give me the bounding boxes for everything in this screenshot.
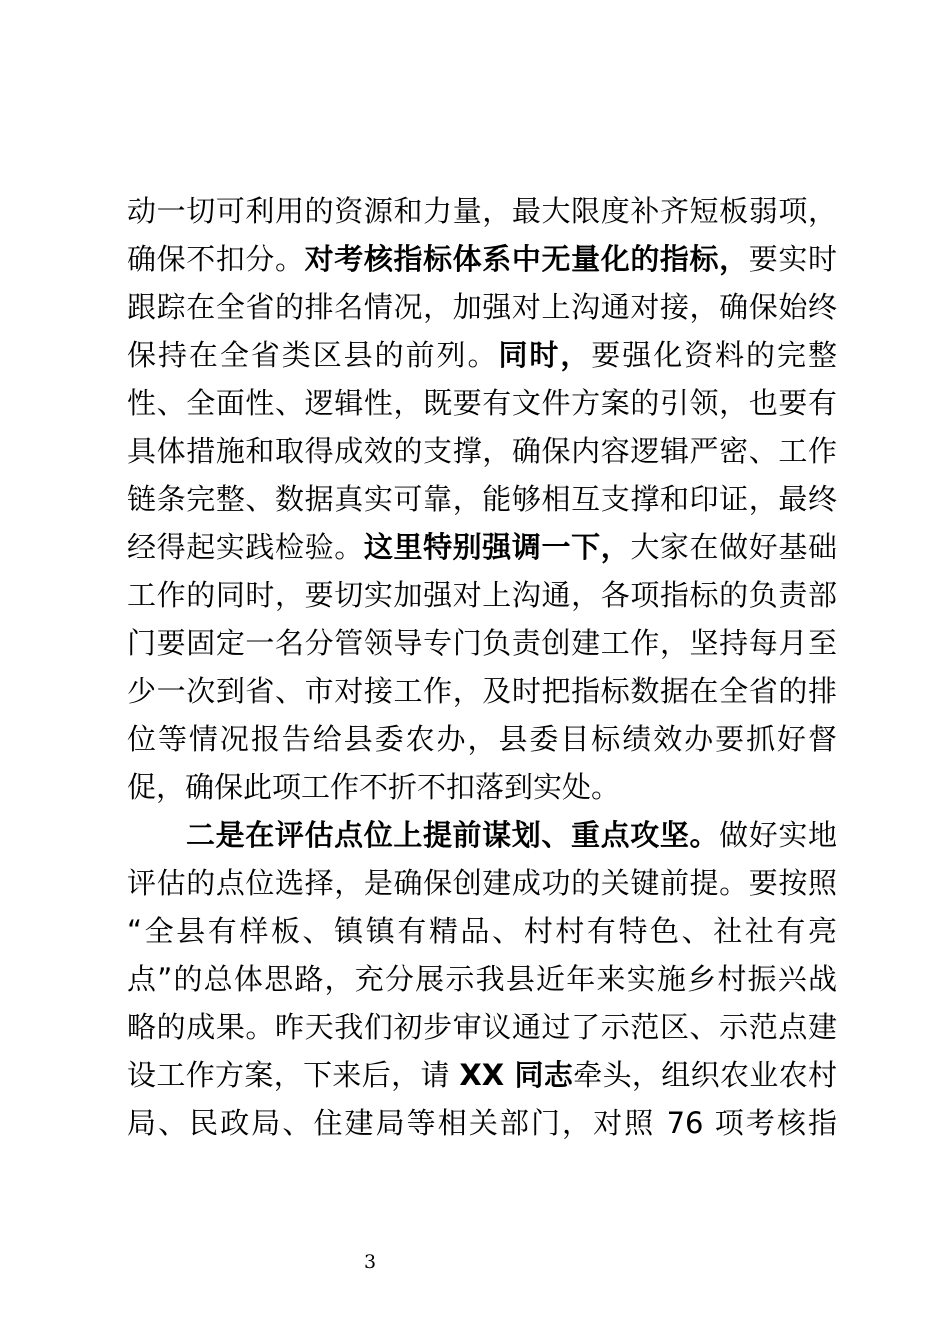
text-run: 保持在全省类区县的前列。 [127, 338, 499, 372]
text-line [127, 763, 837, 811]
text-line [127, 619, 837, 667]
text-run: 工作的同时，要切实加强对上沟通，各项指标的负责部 [127, 578, 837, 612]
text-run: 少一次到省、市对接工作，及时把指标数据在全省的排 [127, 674, 837, 708]
text-run: 具体措施和取得成效的支撑，确保内容逻辑严密、工作 [127, 434, 837, 468]
text-run: 促，确保此项工作不折不扣落到实处。 [127, 770, 621, 804]
text-run: 要强化资料的完整 [591, 338, 837, 372]
text-run: “全县有样板、镇镇有精品、村村有特色、社社有亮 [127, 914, 837, 948]
text-run: 做好实地 [719, 818, 837, 852]
bold-text-run: 二是在评估点位上提前谋划、重点攻坚。 [186, 818, 720, 852]
text-line [127, 331, 837, 379]
text-run: 性、全面性、逻辑性，既要有文件方案的引领，也要有 [127, 386, 837, 420]
text-line [127, 571, 837, 619]
text-run: 跟踪在全省的排名情况，加强对上沟通对接，确保始终 [127, 290, 837, 324]
text-run: 动一切可利用的资源和力量，最大限度补齐短板弱项， [127, 194, 837, 228]
text-line [127, 907, 837, 955]
text-run: 大家在做好基础 [630, 530, 837, 564]
text-run: 链条完整、数据真实可靠，能够相互支撑和印证，最终 [127, 482, 837, 516]
text-line [127, 859, 837, 907]
bold-text-run: XX 同志 [459, 1058, 574, 1092]
text-run: 设工作方案，下来后，请 [127, 1058, 460, 1092]
text-line [186, 811, 837, 859]
bold-text-run: 这里特别强调一下， [363, 530, 631, 564]
text-line [127, 523, 837, 571]
text-line [127, 955, 837, 1003]
text-run: 略的成果。昨天我们初步审议通过了示范区、示范点建 [127, 1010, 837, 1044]
text-line [127, 1003, 837, 1051]
text-run: 要实时 [748, 242, 837, 276]
page-number: 3 [363, 1251, 377, 1273]
bold-text-run: 同时， [498, 338, 592, 372]
text-run: 局、民政局、住建局等相关部门，对照 76 项考核指 [127, 1106, 837, 1140]
text-run: 评估的点位选择，是确保创建成功的关键前提。要按照 [127, 866, 837, 900]
text-run: 牵头，组织农业农村 [573, 1058, 837, 1092]
text-line [127, 1099, 837, 1147]
text-line [127, 283, 837, 331]
text-run: 门要固定一名分管领导专门负责创建工作，坚持每月至 [127, 626, 837, 660]
text-line [127, 427, 837, 475]
text-line [127, 667, 837, 715]
text-line [127, 475, 837, 523]
text-line [127, 187, 837, 235]
text-line [127, 235, 837, 283]
text-line [127, 379, 837, 427]
text-run: 确保不扣分。 [127, 242, 305, 276]
text-run: 点”的总体思路，充分展示我县近年来实施乡村振兴战 [127, 962, 837, 996]
text-line [127, 715, 837, 763]
text-run: 位等情况报告给县委农办，县委目标绩效办要抓好督 [127, 722, 837, 756]
bold-text-run: 对考核指标体系中无量化的指标， [304, 242, 749, 276]
text-line [127, 1051, 837, 1099]
text-run: 经得起实践检验。 [127, 530, 364, 564]
